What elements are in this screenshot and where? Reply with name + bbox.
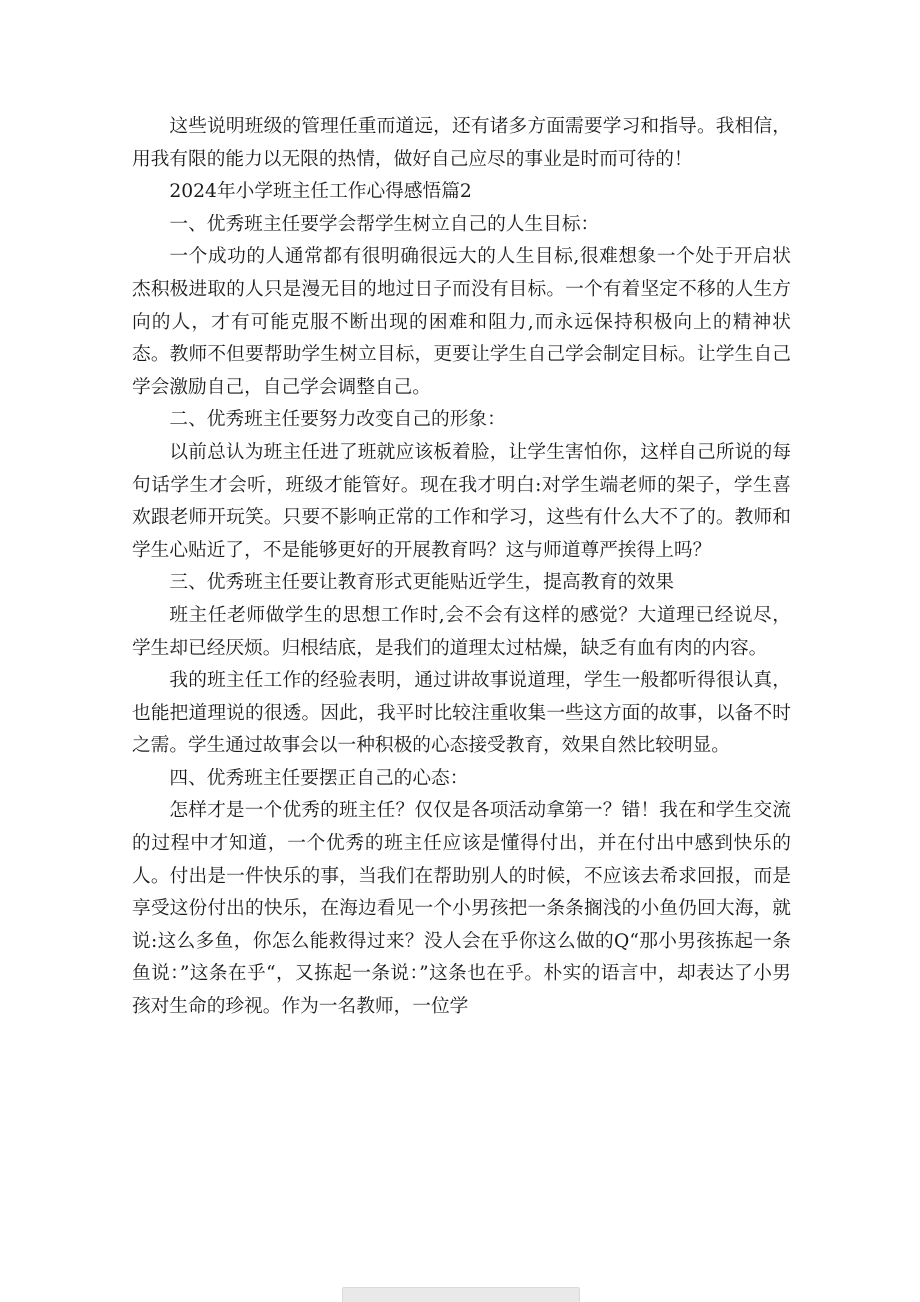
heading-point-4: 四、优秀班主任要摆正自己的心态： [169,767,469,789]
paragraph-point-4: 怎样才是一个优秀的班主任？仅仅是各项活动拿第一？错！我在和学生交流的过程中才知道，一个优秀的班主任应该是懂得付出，并在付出中感到快乐的人。付出是一件快乐的事，当我们在帮助别人的时候，不应该去希求回报，而是享受这份付出的快乐，在海边看见一个小男孩把一条条搁浅的小鱼仍回大海，就说:这么多鱼，你怎么能救得过来？没人会在乎你这么做的Q“那小男孩拣起一条鱼说：”这条在乎“，又拣起一条说：”这条也在乎。朴实的语言中，却表达了小男孩对生命的珍视。作为一名教师，一位学 [132,800,791,1018]
document-body [132,111,791,1024]
paragraph-point-3a: 班主任老师做学生的思想工作时,会不会有这样的感觉？大道理已经说尽，学生却已经厌烦。归根结底，是我们的道理太过枯燥，缺乏有血有肉的内容。 [132,604,791,659]
page-footer-tab [342,1287,580,1302]
paragraph-point-1: 一个成功的人通常都有很明确很远大的人生目标,很难想象一个处于开启状杰积极进取的人只是漫无目的地过日子而没有目标。一个有着坚定不移的人生方向的人，才有可能克服不断出现的困难和阻力,而永远保持积极向上的精神状态。教师不但要帮助学生树立目标，更要让学生自己学会制定目标。让学生自己学会激励自己，自己学会调整自己。 [132,246,791,398]
paragraph-point-2: 以前总认为班主任进了班就应该板着脸，让学生害怕你，这样自己所说的每句话学生才会听，班级才能管好。现在我才明白:对学生端老师的架子，学生喜欢跟老师开玩笑。只要不影响正常的工作和学习，这些有什么大不了的。教师和学生心贴近了，不是能够更好的开展教育吗？这与师道尊严挨得上吗？ [132,441,791,561]
heading-point-3: 三、优秀班主任要让教育形式更能贴近学生，提高教育的效果 [169,572,674,594]
heading-point-2: 二、优秀班主任要努力改变自己的形象： [169,409,506,431]
section-title: 2024年小学班主任工作心得感悟篇2 [169,181,472,203]
paragraph-closing: 这些说明班级的管理任重而道远，还有诸多方面需要学习和指导。我相信，用我有限的能力以无限的热情，做好自己应尽的事业是时而可待的！ [132,116,791,170]
paragraph-point-3b: 我的班主任工作的经验表明，通过讲故事说道理，学生一般都听得很认真，也能把道理说的很透。因此，我平时比较注重收集一些这方面的故事，以备不时之需。学生通过故事会以一种积极的心态接受教育，效果自然比较明显。 [132,670,791,757]
heading-point-1: 一、优秀班主任要学会帮学生树立自己的人生目标： [169,213,600,235]
